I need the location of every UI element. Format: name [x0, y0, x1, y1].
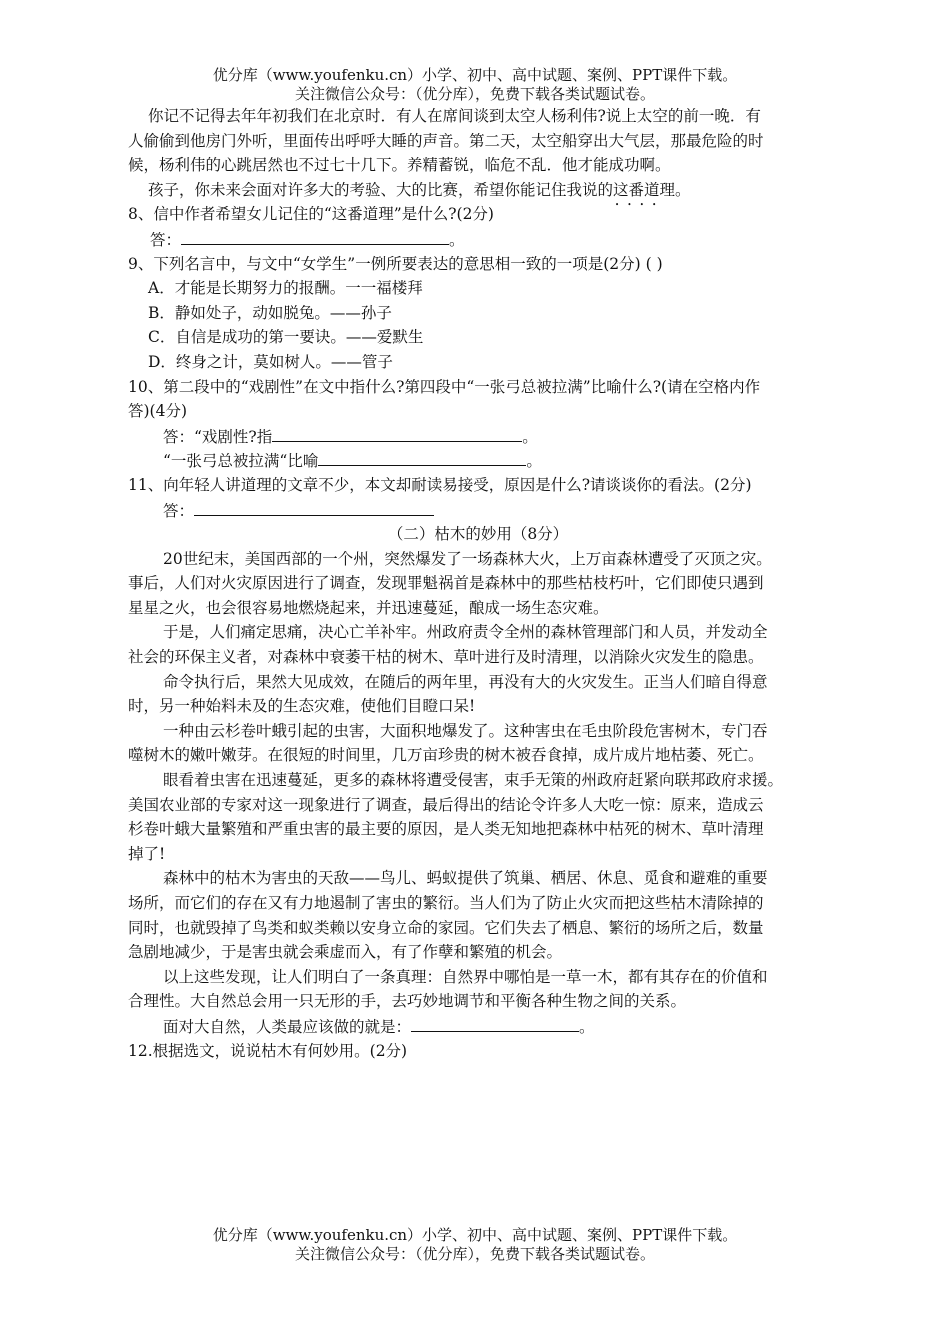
passage-line: 同时，也就毁掉了鸟类和蚁类赖以安身立命的家园。它们失去了栖息、繁衍的场所之后，数量 — [128, 918, 764, 937]
passage-line: 候，杨利伟的心跳居然也不过七十几下。养精蓄锐，临危不乱．他才能成功啊。 — [128, 156, 671, 175]
answer-label: 答：“戏剧性?指 — [163, 427, 273, 446]
passage-line — [128, 178, 828, 203]
footer-line-1: 优分库（www.youfenku.cn）小学、初中、高中试题、案例、PPT课件下载。 — [212, 1226, 738, 1244]
passage-line: 以上这些发现，让人们明白了一条真理：自然界中哪怕是一草一木，都有其存在的价值和 — [163, 967, 768, 986]
passage-line: 掉了! — [128, 844, 166, 863]
header-line-2: 关注微信公众号：（优分库），免费下载各类试题试卷。 — [294, 85, 655, 103]
question-8-answer — [128, 227, 828, 252]
answer-label: 答： — [150, 230, 182, 249]
passage-line: 杉卷叶蛾大量繁殖和严重虫害的最主要的原因，是人类无知地把森林中枯死的树木、草叶清理 — [128, 820, 764, 839]
fill-in-line — [128, 1014, 828, 1039]
answer-blank[interactable] — [411, 1014, 579, 1032]
passage-line: 森林中的枯木为害虫的天敌——鸟儿、蚂蚁提供了筑巢、栖居、休息、觅食和避难的重要 — [163, 869, 768, 888]
passage-line: 于是，人们痛定思痛，决心亡羊补牢。州政府责令全州的森林管理部门和人员，并发动全 — [163, 623, 768, 642]
option-d: D．终身之计，莫如树人。——管子 — [148, 352, 393, 371]
answer-end: 。 — [449, 230, 465, 249]
document-body — [128, 104, 828, 1063]
emphasized-phrase: 这番道理 • • • • — [613, 181, 675, 199]
passage-line: 噬树木的嫩叶嫩芽。在很短的时间里，几万亩珍贵的树木被吞食掉，成片成片地枯萎、死亡。 — [128, 746, 764, 765]
question-9-stem: 9、下列名言中，与文中“女学生”一例所要表达的意思相一致的一项是(2分) ( ) — [128, 254, 663, 273]
page-footer — [0, 1226, 950, 1264]
option-c: C．自信是成功的第一要诀。——爱默生 — [148, 328, 424, 347]
question-11-stem: 11、向年轻人讲道理的文章不少，本文却耐读易接受，原因是什么?请谈谈你的看法。(2分) — [128, 475, 752, 494]
passage-line: 20世纪末，美国西部的一个州，突然爆发了一场森林大火，上万亩森林遭受了灭顶之灾。 — [163, 549, 772, 568]
passage-line: 一种由云杉卷叶蛾引起的虫害，大面积地爆发了。这种害虫在毛虫阶段危害树木，专门吞 — [163, 721, 768, 740]
passage-line: 急剧地减少，于是害虫就会乘虚而入，有了作孽和繁殖的机会。 — [128, 943, 563, 962]
answer-end: 。 — [526, 452, 542, 471]
section-2-passage — [128, 547, 828, 1014]
question-10-answer-2 — [128, 448, 828, 473]
passage-line: 社会的环保主义者，对森林中衰萎干枯的树木、草叶进行及时清理，以消除火灾发生的隐患。 — [128, 648, 764, 667]
answer-label: 答： — [163, 501, 195, 520]
question-11-answer — [128, 498, 828, 523]
answer-blank[interactable] — [318, 448, 526, 466]
header-line-1: 优分库（www.youfenku.cn）小学、初中、高中试题、案例、PPT课件下载。 — [212, 66, 738, 84]
passage-line: 时，另一种始料未及的生态灾难，使他们目瞪口呆! — [128, 697, 476, 716]
section-title: （二）枯木的妙用（8分） — [387, 525, 569, 544]
passage-line: 眼看着虫害在迅速蔓延，更多的森林将遭受侵害，束手无策的州政府赶紧向联邦政府求援。 — [163, 771, 784, 790]
passage-line: 命令执行后，果然大见成效，在随后的两年里，再没有大的火灾发生。正当人们暗自得意 — [163, 672, 768, 691]
answer-blank[interactable] — [272, 424, 522, 442]
question-8-stem: 8、信中作者希望女儿记住的“这番道理”是什么?(2分) — [128, 205, 494, 224]
passage-text: 面对大自然，人类最应该做的就是： — [163, 1017, 412, 1036]
passage-line: 合理性。大自然总会用一只无形的手，去巧妙地调节和平衡各种生物之间的关系。 — [128, 992, 687, 1011]
answer-label: “一张弓总被拉满“比喻 — [163, 452, 319, 471]
answer-end: 。 — [579, 1017, 595, 1036]
passage-text: 孩子，你未来会面对许多大的考验、大的比赛，希望你能记住我说的 — [148, 180, 614, 199]
question-10-stem: 答)(4分) — [128, 402, 188, 421]
passage-line: 人偷偷到他房门外听，里面传出呼呼大睡的声音。第二天，太空船穿出大气层，那最危险的时 — [128, 131, 764, 150]
answer-blank[interactable] — [194, 498, 434, 516]
passage-line: 星星之火，也会很容易地燃烧起来，并迅速蔓延，酿成一场生态灾难。 — [128, 598, 609, 617]
footer-line-2: 关注微信公众号：（优分库），免费下载各类试题试卷。 — [294, 1245, 655, 1263]
passage-text: 。 — [675, 180, 691, 199]
passage-line: 你记不记得去年年初我们在北京时．有人在席间谈到太空人杨利伟?说上太空的前一晚．有 — [148, 107, 761, 125]
answer-end: 。 — [522, 427, 538, 446]
option-a: A．才能是长期努力的报酬。一一福楼拜 — [148, 279, 423, 298]
question-12-stem: 12.根据选文，说说枯木有何妙用。(2分) — [128, 1041, 408, 1060]
passage-line: 事后，人们对火灾原因进行了调查，发现罪魁祸首是森林中的那些枯枝朽叶，它们即使只遇到 — [128, 574, 764, 593]
page-header — [0, 66, 950, 104]
passage-line: 场所，而它们的存在又有力地遏制了害虫的繁衍。当人们为了防止火灾而把这些枯木清除掉的 — [128, 894, 764, 912]
passage-line: 美国农业部的专家对这一现象进行了调查，最后得出的结论令许多人大吃一惊：原来，造成云 — [128, 795, 764, 814]
question-10-stem: 10、第二段中的“戏剧性”在文中指什么?第四段中“一张弓总被拉满”比喻什么?(请在空格内作 — [128, 377, 761, 396]
option-b: B．静如处子，动如脱兔。——孙子 — [148, 303, 392, 322]
question-10-answer-1 — [128, 424, 828, 449]
answer-blank[interactable] — [181, 227, 449, 245]
